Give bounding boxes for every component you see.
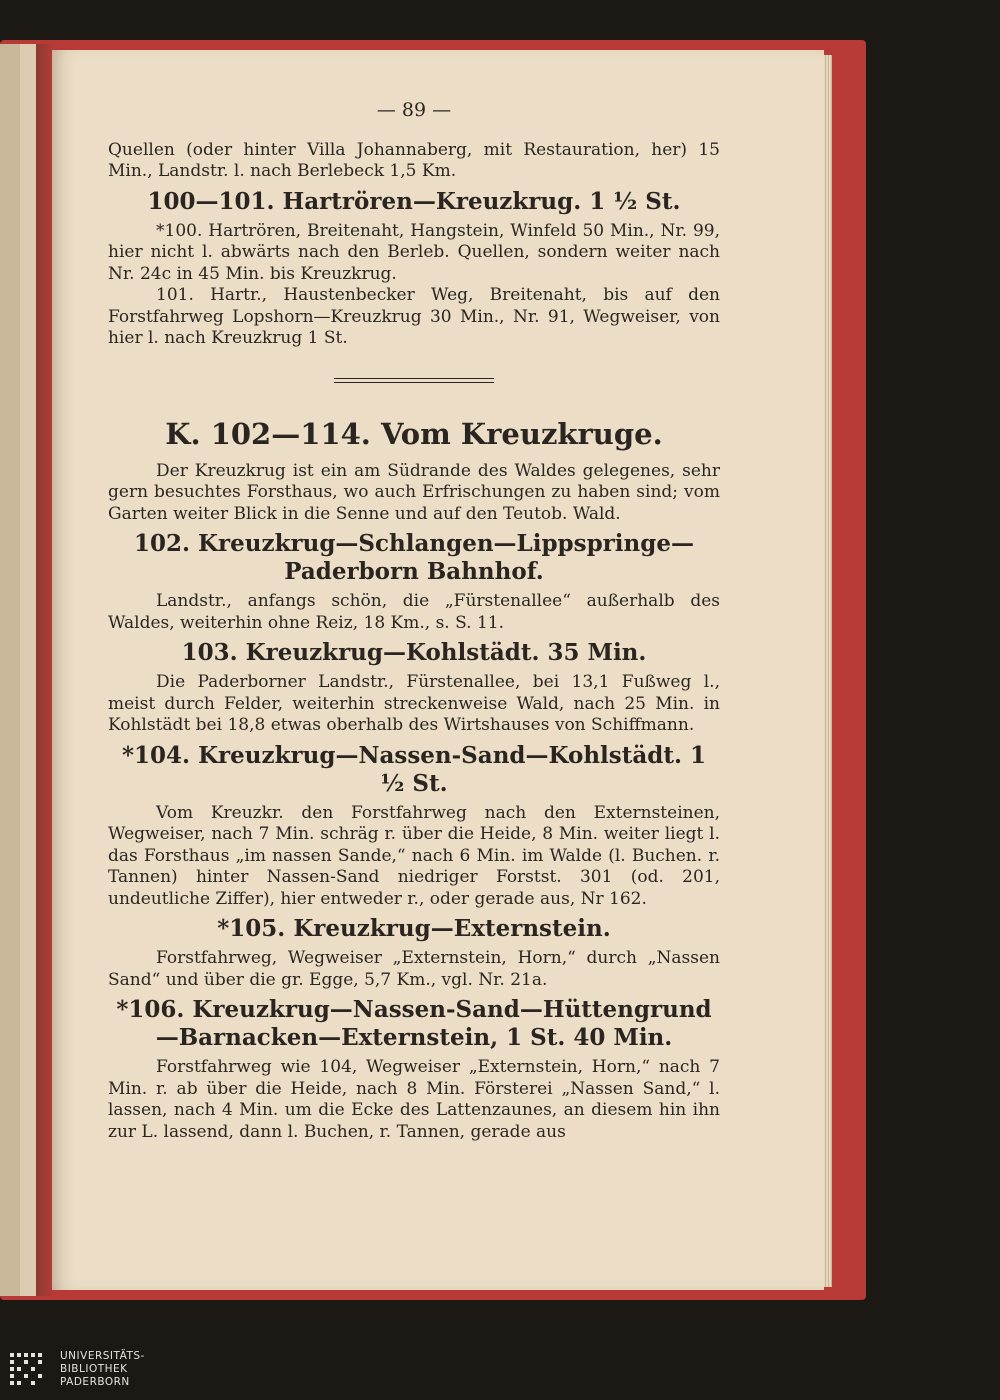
section-heading: *105. Kreuzkrug—Externstein. xyxy=(217,915,611,942)
logo-line: UNIVERSITÄTS- xyxy=(60,1350,145,1362)
logo-line: PADERBORN xyxy=(60,1376,130,1388)
paragraph: Die Paderborner Landstr., Fürstenallee, bei 13,1 Fußweg l., meist durch Felder, weiterhin streckenweise Wald, nach 25 Min. in Kohlstädt bei 18,8 etwas oberhalb des Wirtshauses von Schiffmann. xyxy=(108,672,720,735)
library-logo xyxy=(8,1348,218,1396)
section-heading: *106. Kreuzkrug—Nassen-Sand—Hüttengrund—Barnacken—Externstein, 1 St. 40 Min. xyxy=(116,996,712,1051)
section-heading: 100—101. Hartrören—Kreuzkrug. 1 ½ St. xyxy=(147,187,681,215)
section-heading: 103. Kreuzkrug—Kohlstädt. 35 Min. xyxy=(181,639,647,666)
chapter-title: K. 102—114. Vom Kreuzkruge. xyxy=(165,416,663,451)
section-heading: 102. Kreuzkrug—Schlangen—Lippspringe—Paderborn Bahnhof. xyxy=(134,530,694,585)
paragraph: Landstr., anfangs schön, die „Fürstenallee“ außerhalb des Waldes, weiterhin ohne Reiz, 18 Km., s. S. 11. xyxy=(108,591,720,633)
left-page-strip xyxy=(0,44,20,1296)
library-logo-text xyxy=(60,1350,145,1389)
page-number: — 89 — xyxy=(376,99,452,121)
library-logo-icon xyxy=(8,1351,50,1393)
page-text xyxy=(108,100,720,1143)
paragraph: *100. Hartrören, Breitenaht, Hangstein, Winfeld 50 Min., Nr. 99, hier nicht l. abwärts nach den Berleb. Quellen, sondern weiter nach Nr. 24c in 45 Min. bis Kreuzkrug. xyxy=(108,220,720,284)
paragraph: Forstfahrweg, Wegweiser „Externstein, Horn,“ durch „Nassen Sand“ und über die gr. Egge, 5,7 Km., vgl. Nr. 21a. xyxy=(108,948,720,990)
section-heading: *104. Kreuzkrug—Nassen-Sand—Kohlstädt. 1 ½ St. xyxy=(122,741,706,797)
paragraph: 101. Hartr., Haustenbecker Weg, Breitenaht, bis auf den Forstfahrweg Lopshorn—Kreuzkrug 30 Min., Nr. 91, Wegweiser, von hier l. nach Kreuzkrug 1 St. xyxy=(108,285,720,348)
double-rule-divider xyxy=(334,378,494,383)
paragraph: Vom Kreuzkr. den Forstfahrweg nach den Externsteinen, Wegweiser, nach 7 Min. schräg r. über die Heide, 8 Min. weiter liegt l. das Forsthaus „im nassen Sande,“ nach 6 Min. im Walde (l. Buchen. r. Tannen) hinter Nassen-Sand niedriger Forstst. 301 (od. 201, undeutliche Ziffer), hier entweder r., oder gerade aus, Nr 162. xyxy=(108,802,720,909)
logo-line: BIBLIOTHEK xyxy=(60,1363,128,1375)
paragraph: Der Kreuzkrug ist ein am Südrande des Waldes gelegenes, sehr gern besuchtes Forsthaus, wo auch Erfrischungen zu haben sind; vom Garten weiter Blick in die Senne und auf den Teutob. Wald. xyxy=(108,460,720,524)
paragraph: Forstfahrweg wie 104, Wegweiser „Externstein, Horn,“ nach 7 Min. r. ab über die Heide, nach 8 Min. Försterei „Nassen Sand,“ l. lassen, nach 4 Min. um die Ecke des Lattenzaunes, an diesem hin ihn zur L. lassend, dann l. Buchen, r. Tannen, gerade aus xyxy=(108,1057,720,1142)
paragraph: Quellen (oder hinter Villa Johannaberg, mit Restauration, her) 15 Min., Landstr. l. nach Berlebeck 1,5 Km. xyxy=(108,139,720,181)
